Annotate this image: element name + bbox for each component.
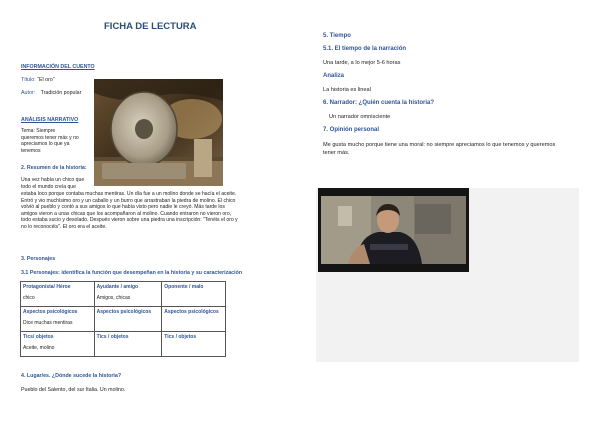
analysis-heading: ANÁLISIS NARRATIVO [21,117,79,123]
table-cell [94,332,162,357]
table-cell [21,332,95,357]
table-cell [94,282,162,307]
theme-line-2: queremos tener más y no [21,134,79,141]
cell-label: Tics/ objetos [23,333,54,340]
analiza-value: La historia es lineal [323,87,371,93]
table-row [21,282,226,307]
summary-line-3: volvió al pueblo y contó a sus amigos lo que había visto pero nadie le creyó. Más tarde los [21,204,225,211]
table-cell [21,307,95,332]
title-label: Título: [21,77,36,83]
cell-value: Dice muchas mentiras [23,319,73,326]
author-value: Tradición popular [40,90,82,96]
summary-line-1: estaba loco porque contaba muchas mentiras. Un día fue a un molino donde se hacía el aceite. [21,191,237,197]
page-title: FICHA DE LECTURA [104,21,197,32]
author-row [21,90,81,96]
table-row [21,307,226,332]
cell-label: Tics / objetos [96,333,129,340]
narration-time-value: Una tarde, a lo mejor 5-6 horas [323,60,401,66]
place-value: Pueblo del Salento, del sur Italia. Un molino. [21,387,126,393]
summary-narrow [21,177,89,190]
place-heading: 4. Lugar/es. ¿Dónde sucede la historia? [21,373,122,379]
millstone-photo [94,79,223,186]
characters-table [20,281,226,357]
millstone-photo-image [94,79,223,186]
video-person-frame[interactable] [318,188,469,272]
summary-paragraph [21,191,256,231]
cell-value: chico [23,294,35,301]
title-row [21,77,55,83]
cell-label: Protagonista/ Héroe [23,283,71,290]
narration-time-heading: 5.1. El tiempo de la narración [323,46,407,52]
table-cell [94,307,162,332]
table-cell [21,282,95,307]
theme-line-4: tenemos [21,147,41,154]
time-heading: 5. Tiempo [323,33,351,39]
cell-label: Oponente / malo [164,283,204,290]
title-value: “El oro” [37,77,55,83]
author-label: Autor: [21,90,36,96]
cell-label: Aspectos psicológicos [96,308,152,315]
opinion-line-1: Me gusta mucho porque tiene una moral: no siempre apreciamos lo que tenemos y queremos [323,142,556,148]
summary-line-4: amigos vieron a unas chicas que los acompañaron al molino. Cuando entraron no vieron oro, [21,210,232,217]
summary-line-2: Entró y vio muchísimo oro y un caballo y un burro que arrastraban la piedra de molino. El chico [21,197,236,204]
opinion-heading: 7. Opinión personal [323,127,380,133]
narrator-value: Un narrador omnisciente [329,114,391,120]
cell-label: Ayudante / amigo [96,283,139,290]
analiza-heading: Analiza [323,73,345,79]
cell-label: Aspectos psicológicos [23,308,78,315]
opinion-text [323,141,555,157]
cell-label: Aspectos psicológicos [164,308,219,315]
cell-value: Amigos, chicas [96,294,131,301]
video-frame-image [318,188,469,272]
theme-line-3: apreciamos lo que ya [21,141,70,148]
summary-line-5: todo estaba sucio y desolado. Después vieron sobre una piedra una inscripción: "Tenéis el oro y [21,217,238,224]
summary-narrow-line-2: todo el mundo creía que [21,183,76,190]
characters-subheading: 3.1 Personajes: identifica la función que desempeñan en la historia y su caracterización [21,270,243,276]
info-heading: INFORMACIÓN DEL CUENTO [21,64,95,70]
summary-line-6: no lo reconocéis". El oro era el aceite. [21,223,107,230]
summary-narrow-line-1: Una vez había un chico que [21,177,85,183]
characters-heading: 3. Personajes [21,256,56,262]
theme-block [21,128,89,154]
table-cell [162,307,226,332]
table-cell [162,282,226,307]
table-cell [162,332,226,357]
theme-line-1: Tema: Siempre [21,128,56,134]
table-row [21,332,226,357]
cell-label: Tics / objetos [164,333,197,340]
summary-heading: 2. Resumen de la historia: [21,165,87,171]
opinion-line-2: tener más. [323,150,350,156]
narrator-heading: 6. Narrador: ¿Quién cuenta la historia? [323,100,435,106]
cell-value: Aceite, molino [23,344,55,351]
